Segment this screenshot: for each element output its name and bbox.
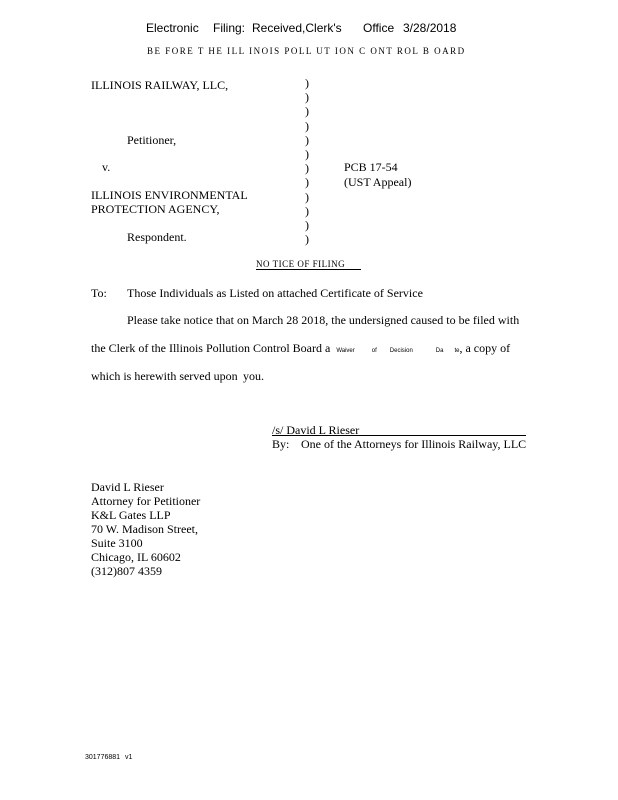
paren: ) — [305, 76, 309, 90]
signature-line — [272, 435, 526, 436]
para2-waiver: Waiver — [336, 348, 355, 354]
attorney-block — [91, 480, 200, 578]
paren: ) — [305, 132, 309, 147]
respondent-line1: ILLINOIS ENVIRONMENTAL — [91, 188, 248, 202]
para2-decision: Decision — [389, 348, 413, 354]
para2-te: te — [454, 348, 460, 354]
attorney-title: Attorney for Petitioner — [91, 494, 201, 508]
case-number: PCB 17-54 — [344, 160, 398, 174]
attorney-name: David L Rieser — [91, 480, 164, 494]
paren: ) — [305, 203, 309, 218]
stamp-electronic: Electronic — [146, 21, 199, 35]
signature-text: /s/ David L Rieser — [272, 423, 360, 437]
stamp-date: 3/28/2018 — [403, 21, 457, 35]
body-para2 — [91, 341, 510, 356]
stamp-office: Office — [363, 21, 395, 35]
paren: ) — [305, 118, 309, 133]
paren: ) — [305, 232, 309, 247]
body-para1: Please take notice that on March 28 2018, the undersigned caused to be filed with — [127, 313, 520, 327]
body-para3-b: you. — [243, 369, 264, 383]
petitioner-role: Petitioner, — [127, 133, 177, 147]
to-text: Those Individuals as Listed on attached Certificate of Service — [127, 286, 423, 300]
stamp-filing: Filing: — [213, 21, 246, 35]
case-type: (UST Appeal) — [344, 175, 412, 189]
attorney-city: Chicago, IL 60602 — [91, 550, 181, 564]
para2-da: Da — [435, 348, 444, 354]
paren: ) — [305, 90, 309, 105]
versus: v. — [102, 160, 111, 174]
respondent-role: Respondent. — [127, 230, 187, 244]
paren: ) — [305, 175, 309, 190]
attorney-street: 70 W. Madison Street, — [91, 522, 198, 536]
para2-of: of — [371, 348, 377, 354]
paren: ) — [305, 217, 309, 232]
footer-version: v1 — [125, 754, 133, 761]
board-title: BE FORE T HE ILL INOIS POLL UT ION C ONT ROL B OARD — [147, 46, 466, 56]
attorney-firm: K&L Gates LLP — [91, 508, 171, 522]
caption-parens — [305, 76, 309, 246]
attorney-phone: (312)807 4359 — [91, 564, 162, 578]
body-para3-a: which is herewith served upon — [91, 369, 238, 383]
paren: ) — [305, 104, 309, 119]
paren: ) — [305, 146, 309, 161]
footer-doc-id: 301776881 — [85, 754, 121, 761]
para2-text-a: the Clerk of the Illinois Pollution Control Board a — [91, 341, 331, 355]
paren: ) — [305, 189, 309, 204]
by-text: One of the Attorneys for Illinois Railway, LLC — [301, 437, 527, 451]
petitioner-name: ILLINOIS RAILWAY, LLC, — [91, 78, 229, 92]
attorney-suite: Suite 3100 — [91, 536, 143, 550]
notice-title: NO TICE OF FILING — [256, 259, 361, 270]
stamp-received: Received,Clerk's — [252, 21, 342, 35]
to-label: To: — [91, 286, 107, 300]
para2-text-b: , a copy of — [459, 341, 511, 355]
paren: ) — [305, 161, 309, 176]
by-label: By: — [272, 437, 290, 451]
respondent-line2: PROTECTION AGENCY, — [91, 202, 220, 216]
